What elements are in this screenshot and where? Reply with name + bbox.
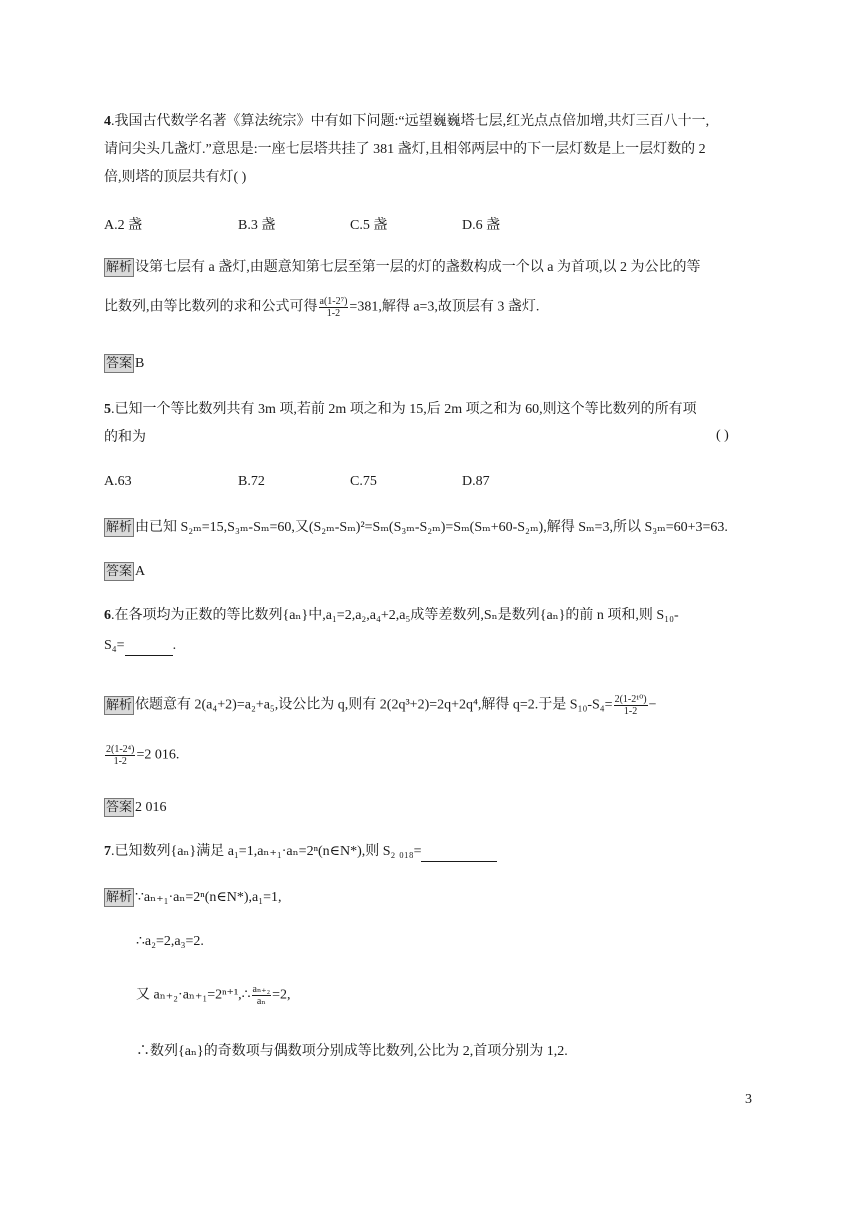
analysis-tag: 解析 [106, 697, 133, 713]
q7-answer-blank [421, 861, 497, 862]
q7-analysis-line1: 解析 ∵aₙ₊₁·aₙ=2ⁿ(n∈N*),a₁=1, [106, 890, 282, 905]
q4-answer: 答案 B [106, 356, 145, 371]
q4-stem-line1: 4.我国古代数学名著《算法统宗》中有如下问题:“远望巍巍塔七层,红光点点倍加增,共灯三百八十一, [104, 114, 710, 129]
q6-stem-line2: S₄= . [104, 636, 176, 656]
q5-option-c: C.75 [350, 474, 377, 489]
q7-stem: 7.已知数列{aₙ}满足 a₁=1,aₙ₊₁·aₙ=2ⁿ(n∈N*),则 S₂ ₀₁₈= [104, 842, 497, 862]
q6-fraction-1: $\frac{\text{2(1-2¹⁰)}}{1-2}$ [614, 694, 647, 717]
q4-option-d: D.6 盏 [462, 218, 501, 233]
q5-answer-paren: ( ) [716, 428, 729, 443]
q5-number: 5 [104, 402, 111, 417]
answer-tag: 答案 [106, 800, 133, 815]
q6-fraction-2: $\frac{\text{2(1-2⁴)}}{1-2}$ [106, 744, 135, 767]
q6-answer-blank [125, 655, 173, 656]
analysis-tag: 解析 [106, 890, 133, 905]
q5-analysis: 解析 由已知 S₂ₘ=15,S₃ₘ-Sₘ=60,又(S₂ₘ-Sₘ)²=Sₘ(S₃ₘ-S₂ₘ)=Sₘ(Sₘ+60-S₂ₘ),解得 Sₘ=3,所以 S₃ₘ=60+3=63. [106, 520, 728, 535]
page-number: 3 [745, 1092, 752, 1107]
q7-analysis-line3: 又 aₙ₊₂·aₙ₊₁=2ⁿ⁺¹,∴ $\frac{\text{aₙ₊₂}}{\text{aₙ}}$ =2, [136, 984, 291, 1007]
q6-answer: 答案 2 016 [106, 800, 167, 815]
q5-stem-line1: 5.已知一个等比数列共有 3m 项,若前 2m 项之和为 15,后 2m 项之和为 60,则这个等比数列的所有项 [104, 402, 697, 417]
q7-number: 7 [104, 844, 111, 859]
q4-stem-line3: 倍,则塔的顶层共有灯( ) [104, 170, 247, 185]
q4-analysis-line1: 解析 设第七层有 a 盏灯,由题意知第七层至第一层的灯的盏数构成一个以 a 为首项,以 2 为公比的等 [106, 260, 701, 275]
q6-analysis-line2: $\frac{\text{2(1-2⁴)}}{1-2}$ =2 016. [106, 744, 180, 767]
q7-analysis-line2: ∴a₂=2,a₃=2. [136, 934, 204, 949]
q5-option-a: A.63 [104, 474, 132, 489]
q7-analysis-line4: ∴数列{aₙ}的奇数项与偶数项分别成等比数列,公比为 2,首项分别为 1,2. [136, 1044, 568, 1059]
q6-stem-line1: 6.在各项均为正数的等比数列{aₙ}中,a₁=2,a₂,a₄+2,a₅成等差数列,Sₙ是数列{aₙ}的前 n 项和,则 S₁₀- [104, 608, 679, 623]
analysis-tag: 解析 [106, 260, 133, 275]
q5-stem-line2: 的和为 [104, 430, 146, 445]
answer-tag: 答案 [106, 356, 133, 371]
q7-ratio-fraction: $\frac{\text{aₙ₊₂}}{\text{aₙ}}$ [252, 984, 271, 1007]
q4-stem-line2: 请问尖头几盏灯.”意思是:一座七层塔共挂了 381 盏灯,且相邻两层中的下一层灯数是上一层灯数的 2 [104, 142, 706, 157]
q5-option-d: D.87 [462, 474, 490, 489]
q6-analysis-line1: 解析 依题意有 2(a₄+2)=a₂+a₅,设公比为 q,则有 2(2q³+2)=2q+2q⁴,解得 q=2.于是 S₁₀-S₄= $\frac{\text{2(1-2¹⁰)}}{1-2}$ − [106, 694, 657, 717]
q4-sum-fraction: $\frac{\text{a(1-2⁷)}}{1-2}$ [319, 296, 348, 319]
analysis-tag: 解析 [106, 520, 133, 535]
q4-analysis-line2: 比数列,由等比数列的求和公式可得 $\frac{\text{a(1-2⁷)}}{1-2}$ =381,解得 a=3,故顶层有 3 盏灯. [104, 296, 540, 319]
q4-number: 4 [104, 114, 111, 129]
q5-option-b: B.72 [238, 474, 265, 489]
q6-number: 6 [104, 608, 111, 623]
answer-tag: 答案 [106, 564, 133, 579]
q4-option-a: A.2 盏 [104, 218, 143, 233]
q4-option-b: B.3 盏 [238, 218, 276, 233]
q5-answer: 答案 A [106, 564, 146, 579]
q4-option-c: C.5 盏 [350, 218, 388, 233]
